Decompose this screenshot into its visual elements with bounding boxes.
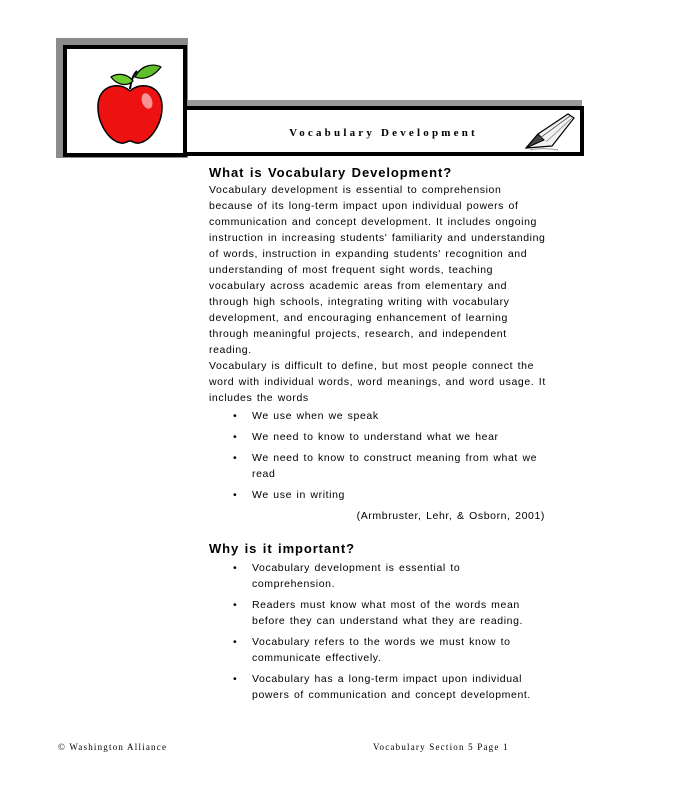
- apple-icon: [95, 59, 165, 149]
- section-heading-why: Why is it important?: [209, 541, 355, 556]
- footer-page-number: Vocabulary Section 5 Page 1: [373, 742, 509, 752]
- bullet-icon: •: [233, 410, 238, 422]
- pen-nib-icon: [524, 112, 576, 152]
- bullet-icon: •: [233, 489, 238, 501]
- main-content: [209, 164, 547, 708]
- list-item: • Vocabulary has a long-term impact upon individual powers of communication and concept development.: [233, 673, 531, 701]
- list-item: • We use in writing: [233, 489, 345, 501]
- logo-box: [63, 45, 187, 157]
- list-item: • Vocabulary refers to the words we must know to communicate effectively.: [233, 636, 511, 664]
- bullet-icon: •: [233, 636, 238, 648]
- list-item: • Readers must know what most of the words mean before they can understand what they are reading.: [233, 599, 524, 627]
- list-item: • Vocabulary development is essential to comprehension.: [233, 562, 461, 590]
- bullet-icon: •: [233, 673, 238, 685]
- importance-list: [209, 560, 547, 703]
- list-item: • We need to know to understand what we hear: [233, 431, 499, 443]
- list-item: • We use when we speak: [233, 410, 379, 422]
- intro-paragraph: Vocabulary development is essential to comprehension because of its long-term impact upon individual powers of communication and concept development. It includes ongoing instruction in increasing students' familiarity and understanding of words, instruction in expanding students' recognition and understanding of most frequent sight words, teaching vocabulary across academic areas from elementary and through high schools, integrating writing with vocabulary development, and encouraging enhancement of learning through meaningful projects, research, and independent reading.: [209, 184, 546, 356]
- list-item: • We need to know to construct meaning from what we read: [233, 452, 538, 480]
- citation: (Armbruster, Lehr, & Osborn, 2001): [356, 510, 545, 522]
- bullet-icon: •: [233, 452, 238, 464]
- words-list: [209, 408, 547, 503]
- section-heading-what: What is Vocabulary Development?: [209, 165, 453, 180]
- bullet-icon: •: [233, 431, 238, 443]
- bullet-icon: •: [233, 599, 238, 611]
- title-banner: [187, 106, 584, 156]
- bullet-icon: •: [233, 562, 238, 574]
- page-title: Vocabulary Development: [289, 127, 478, 139]
- definition-paragraph: Vocabulary is difficult to define, but most people connect the word with individual words, word meanings, and word usage. It includes the words: [209, 360, 546, 404]
- footer-copyright: © Washington Alliance: [58, 742, 168, 752]
